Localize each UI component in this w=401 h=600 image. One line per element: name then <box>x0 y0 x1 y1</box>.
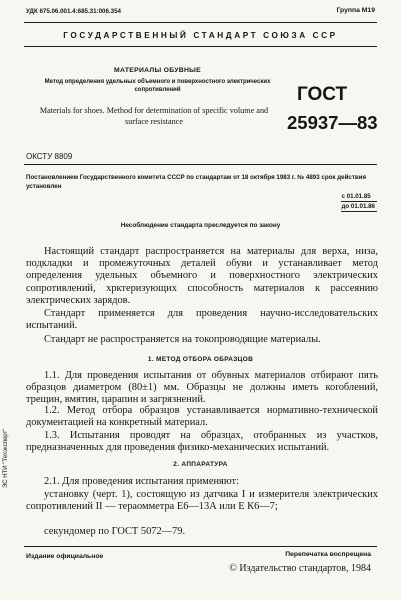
title-english: Materials for shoes. Method for determination of specific volume and surface resistance <box>39 106 269 126</box>
official-edition: Издание официальное <box>26 553 104 560</box>
intro-paragraph-3: Стандарт не распространяется на токопроводящие материалы. <box>44 334 321 345</box>
intro-paragraph-2: Стандарт применяется для проведения научно-исследовательских испытаний. <box>26 308 378 332</box>
footer-rule <box>24 546 377 547</box>
gost-number: 25937—83 <box>287 112 378 133</box>
header-rule-bottom <box>24 46 377 47</box>
udk-code: УДК 675.06.001.4:685.31:006.354 <box>26 8 121 15</box>
section-2-paragraph-3: секундомер по ГОСТ 5072—79. <box>44 526 186 537</box>
section-2-heading: 2. АППАРАТУРА <box>173 461 228 468</box>
copyright: © Издательство стандартов, 1984 <box>229 563 371 574</box>
state-standard-banner: ГОСУДАРСТВЕННЫЙ СТАНДАРТ СОЮЗА ССР <box>63 31 338 40</box>
section-1-paragraph-1: 1.1. Для проведения испытания от обувных материалов отбирают пять образцов диаметром (80±1) мм. Образцы не должны иметь коroблений, трещин, вмятин, царапин и загрязнений. <box>26 370 378 406</box>
section-2-paragraph-1: 2.1. Для проведения испытания применяют: <box>44 476 239 487</box>
section-2-paragraph-2: установку (черт. 1), состоящую из датчика I и измерителя электрических сопротивлений II — тераомметра Е6—13А или Е К6—7; <box>26 489 378 513</box>
validity-from: с 01.01.85 <box>341 192 377 202</box>
validity-to: до 01.01.86 <box>341 203 375 210</box>
title-block <box>35 67 280 94</box>
section-1-paragraph-3: 1.3. Испытания проводят на образцах, отобранных из участков, предназначенных для проведения физико-механических испытаний. <box>26 430 378 454</box>
section-1-paragraph-2: 1.2. Метод отбора образцов устанавливается нормативно-технической документацией на конкретный материал. <box>26 405 378 429</box>
section-1-heading: 1. МЕТОД ОТБОРА ОБРАЗЦОВ <box>147 356 254 363</box>
gost-label: ГОСТ <box>297 84 348 105</box>
decree-text: Постановлением Государственного комитета СССР по стандартам от 18 октября 1983 г. № 4893 срок действия установлен <box>26 174 367 190</box>
title-main: МАТЕРИАЛЫ ОБУВНЫЕ <box>114 67 201 74</box>
reprint-prohibited: Перепечатка воспрещена <box>285 551 371 558</box>
intro-paragraph-1: Настоящий стандарт распространяется на материалы для верха, низа, подкладки и промежуточных деталей обуви и устанавливает метод определения удельных объемного и поверхностного электрических сопротивлений, хрктеризующих способность материалов к рассеянию электрических зарядов. <box>26 246 378 306</box>
title-russian: Метод определения удельных объемного и поверхностного электрических сопротивлений <box>44 79 271 93</box>
header-rule-top <box>24 22 377 23</box>
validity-period <box>341 192 377 212</box>
group-code: Группа М19 <box>336 7 375 14</box>
side-stamp: ЭС НТИ "Техэксперт" <box>3 428 9 488</box>
okstu-code: ОКСТУ 8809 <box>26 152 73 161</box>
law-notice: Несоблюдение стандарта преследуется по закону <box>120 222 281 229</box>
okstu-rule <box>24 164 377 165</box>
